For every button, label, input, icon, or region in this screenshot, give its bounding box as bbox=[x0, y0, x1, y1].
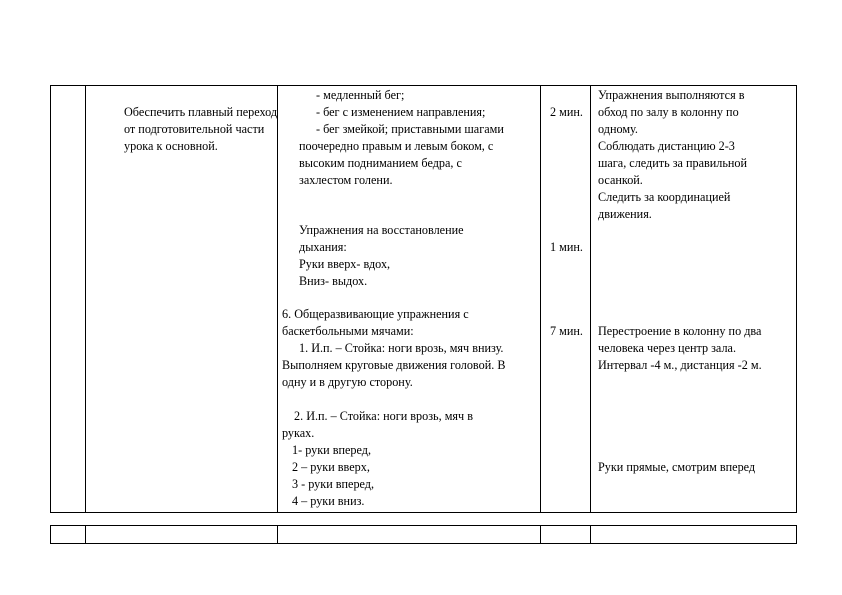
note-line: шага, следить за правильной bbox=[598, 156, 748, 170]
note-line: осанкой. bbox=[598, 173, 643, 187]
content-line: Руки вверх- вдох, bbox=[299, 257, 391, 271]
notes-cell bbox=[591, 86, 797, 513]
empty-cell bbox=[51, 526, 86, 544]
content-line: дыхания: bbox=[299, 240, 347, 254]
content-line: - бег с изменением направления; bbox=[316, 105, 486, 119]
note-line: Соблюдать дистанцию 2-3 bbox=[598, 139, 735, 153]
content-line: захлестом голени. bbox=[299, 173, 393, 187]
empty-cell bbox=[541, 526, 591, 544]
goal-line: урока к основной. bbox=[124, 139, 218, 153]
content-line: 1. И.п. – Стойка: ноги врозь, мяч внизу. bbox=[299, 341, 504, 355]
note-line: Следить за координацией bbox=[598, 190, 731, 204]
note-line: одному. bbox=[598, 122, 638, 136]
time-value: 2 мин. bbox=[550, 105, 583, 119]
goal-line: Обеспечить плавный переход bbox=[124, 105, 278, 119]
content-line: 1- руки вперед, bbox=[292, 443, 371, 457]
content-cell bbox=[278, 86, 541, 513]
time-value: 7 мин. bbox=[550, 324, 583, 338]
empty-cell bbox=[591, 526, 797, 544]
content-line: 3 - руки вперед, bbox=[292, 477, 375, 491]
content-line: Выполняем круговые движения головой. В bbox=[282, 358, 506, 372]
content-line: 2 – руки вверх, bbox=[292, 460, 370, 474]
content-line: Вниз- выдох. bbox=[299, 274, 368, 288]
note-line: обход по залу в колонну по bbox=[598, 105, 739, 119]
time-value: 1 мин. bbox=[550, 240, 583, 254]
empty-cell bbox=[278, 526, 541, 544]
empty-cell bbox=[86, 526, 278, 544]
note-line: Упражнения выполняются в bbox=[598, 88, 745, 102]
content-line: поочередно правым и левым боком, с bbox=[299, 139, 494, 153]
empty-table-row bbox=[50, 525, 797, 544]
content-line: - бег змейкой; приставными шагами bbox=[316, 122, 504, 136]
lesson-plan-table bbox=[50, 85, 797, 513]
content-line: высоким подниманием бедра, с bbox=[299, 156, 462, 170]
note-line: человека через центр зала. bbox=[598, 341, 736, 355]
content-line: 6. Общеразвивающие упражнения с bbox=[282, 307, 469, 321]
content-line: 2. И.п. – Стойка: ноги врозь, мяч в bbox=[294, 409, 473, 423]
content-line: баскетбольными мячами: bbox=[282, 324, 414, 338]
content-line: - медленный бег; bbox=[316, 88, 405, 102]
note-line: Перестроение в колонну по два bbox=[598, 324, 762, 338]
goal-line: от подготовительной части bbox=[124, 122, 265, 136]
number-cell bbox=[51, 86, 86, 513]
note-line: Интервал -4 м., дистанция -2 м. bbox=[598, 358, 762, 372]
goal-cell bbox=[86, 86, 278, 513]
note-line: движения. bbox=[598, 207, 652, 221]
content-line: одну и в другую сторону. bbox=[282, 375, 413, 389]
content-line: Упражнения на восстановление bbox=[299, 223, 464, 237]
content-line: руках. bbox=[282, 426, 315, 440]
table-row bbox=[51, 86, 797, 513]
time-cell bbox=[541, 86, 591, 513]
table-row bbox=[51, 526, 797, 544]
note-line: Руки прямые, смотрим вперед bbox=[598, 460, 756, 474]
content-line: 4 – руки вниз. bbox=[292, 494, 365, 508]
